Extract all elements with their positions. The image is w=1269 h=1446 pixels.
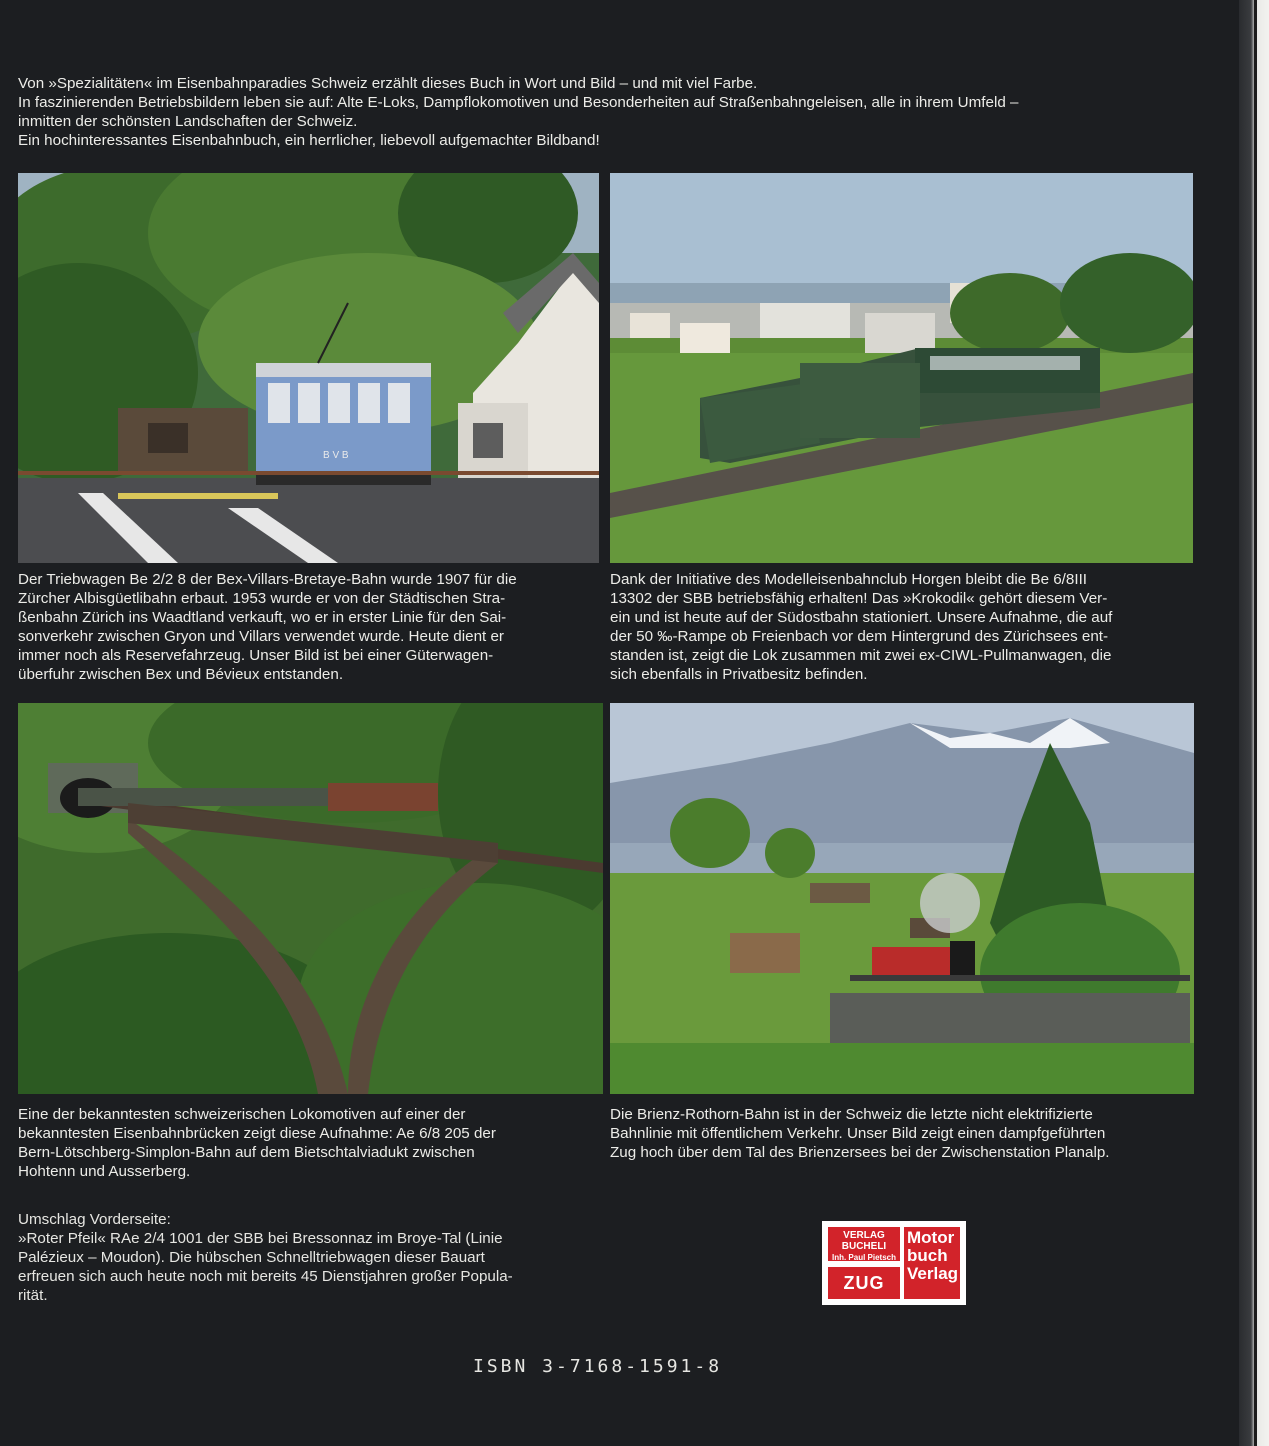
caption-line: Dank der Initiative des Modelleisenbahnclub Horgen bleibt die Be 6/8III [610,571,1088,588]
caption-line: Hohtenn und Ausserberg. [18,1163,191,1180]
intro-line: Ein hochinteressantes Eisenbahnbuch, ein herrlicher, liebevoll aufgemachter Bildband! [18,132,600,149]
caption-line: Zürcher Albisgüetlibahn erbaut. 1953 wurde er von der Städtischen Stra- [18,590,506,607]
intro-line: inmitten der schönsten Landschaften der Schweiz. [18,113,358,130]
caption-photo3 [18,1105,603,1181]
caption-line: Der Triebwagen Be 2/2 8 der Bex-Villars-Bretaye-Bahn wurde 1907 für die [18,571,517,588]
zug-badge: ZUG [828,1267,900,1299]
caption-line: ein und ist heute auf der Südostbahn stationiert. Unsere Aufnahme, die auf [610,609,1113,626]
bucheli-owner: Inh. Paul Pietsch [831,1253,896,1262]
cover-note-line: erfreuen sich auch heute noch mit bereits 45 Dienstjahren großer Popula- [18,1268,513,1285]
caption-line: standen ist, zeigt die Lok zusammen mit zwei ex-CIWL-Pullmanwagen, die [610,647,1112,664]
cover-note [18,1210,598,1305]
cover-note-line: »Roter Pfeil« RAe 2/4 1001 der SBB bei Bressonnaz im Broye-Tal (Linie [18,1230,503,1247]
publisher-logo [822,1221,966,1305]
caption-line: Zug hoch über dem Tal des Brienzersees bei der Zwischenstation Planalp. [610,1144,1110,1161]
bucheli-name: VERLAG BUCHELI [841,1230,887,1252]
caption-line: sich ebenfalls in Privatbesitz befinden. [610,666,868,683]
caption-line: Bern-Lötschberg-Simplon-Bahn auf dem Bietschtalviadukt zwischen [18,1144,475,1161]
caption-line: immer noch als Reservefahrzeug. Unser Bild ist bei einer Güterwagen- [18,647,494,664]
motorbuch-line: Verlag [907,1264,959,1283]
isbn: ISBN 3-7168-1591-8 [473,1356,723,1377]
caption-line: Eine der bekanntesten schweizerischen Lokomotiven auf einer der [18,1106,466,1123]
caption-line: der 50 ‰-Rampe ob Freienbach vor dem Hintergrund des Zürichsees ent- [610,628,1109,645]
caption-photo1 [18,570,600,684]
photo-bvb-tram [18,173,599,563]
intro-line: Von »Spezialitäten« im Eisenbahnparadies Schweiz erzählt dieses Buch in Wort und Bild – und mit viel Farbe. [18,75,758,92]
caption-photo2 [610,570,1196,684]
spine-line [1254,0,1257,1446]
cover-note-line: rität. [18,1287,48,1304]
motorbuch-badge [904,1227,960,1299]
motorbuch-line: buch [907,1246,948,1265]
cover-note-line: Umschlag Vorderseite: [18,1211,171,1228]
caption-line: Die Brienz-Rothorn-Bahn ist in der Schweiz die letzte nicht elektrifizierte [610,1106,1093,1123]
intro-text [18,74,1218,150]
photo-krokodil [610,173,1193,563]
photo-brienz-rothorn [610,703,1194,1094]
intro-line: In faszinierenden Betriebsbildern leben sie auf: Alte E-Loks, Dampflokomotiven und Besonderheiten auf Straßenbahngeleisen, alle in ihrem Umfeld – [18,94,1019,111]
caption-line: ßenbahn Zürich ins Waadtland verkauft, wo er in erster Linie für den Sai- [18,609,507,626]
bucheli-badge [828,1227,900,1261]
caption-line: bekanntesten Eisenbahnbrücken zeigt diese Aufnahme: Ae 6/8 205 der [18,1125,496,1142]
caption-line: sonverkehr zwischen Gryon und Villars verwendet wurde. Heute dient er [18,628,504,645]
tram-lettering: B V B [323,450,349,461]
caption-line: überfuhr zwischen Bex und Bévieux entstanden. [18,666,344,683]
bucheli-zug-logo [828,1227,900,1299]
caption-photo4 [610,1105,1196,1162]
photo-bietschtal-viaduct [18,703,603,1094]
caption-line: 13302 der SBB betriebsfähig erhalten! Das »Krokodil« gehört diesem Ver- [610,590,1108,607]
motorbuch-line: Motor [907,1228,955,1247]
caption-line: Bahnlinie mit öffentlichem Verkehr. Unser Bild zeigt einen dampfgeführten [610,1125,1106,1142]
cover-note-line: Palézieux – Moudon). Die hübschen Schnelltriebwagen dieser Bauart [18,1249,485,1266]
